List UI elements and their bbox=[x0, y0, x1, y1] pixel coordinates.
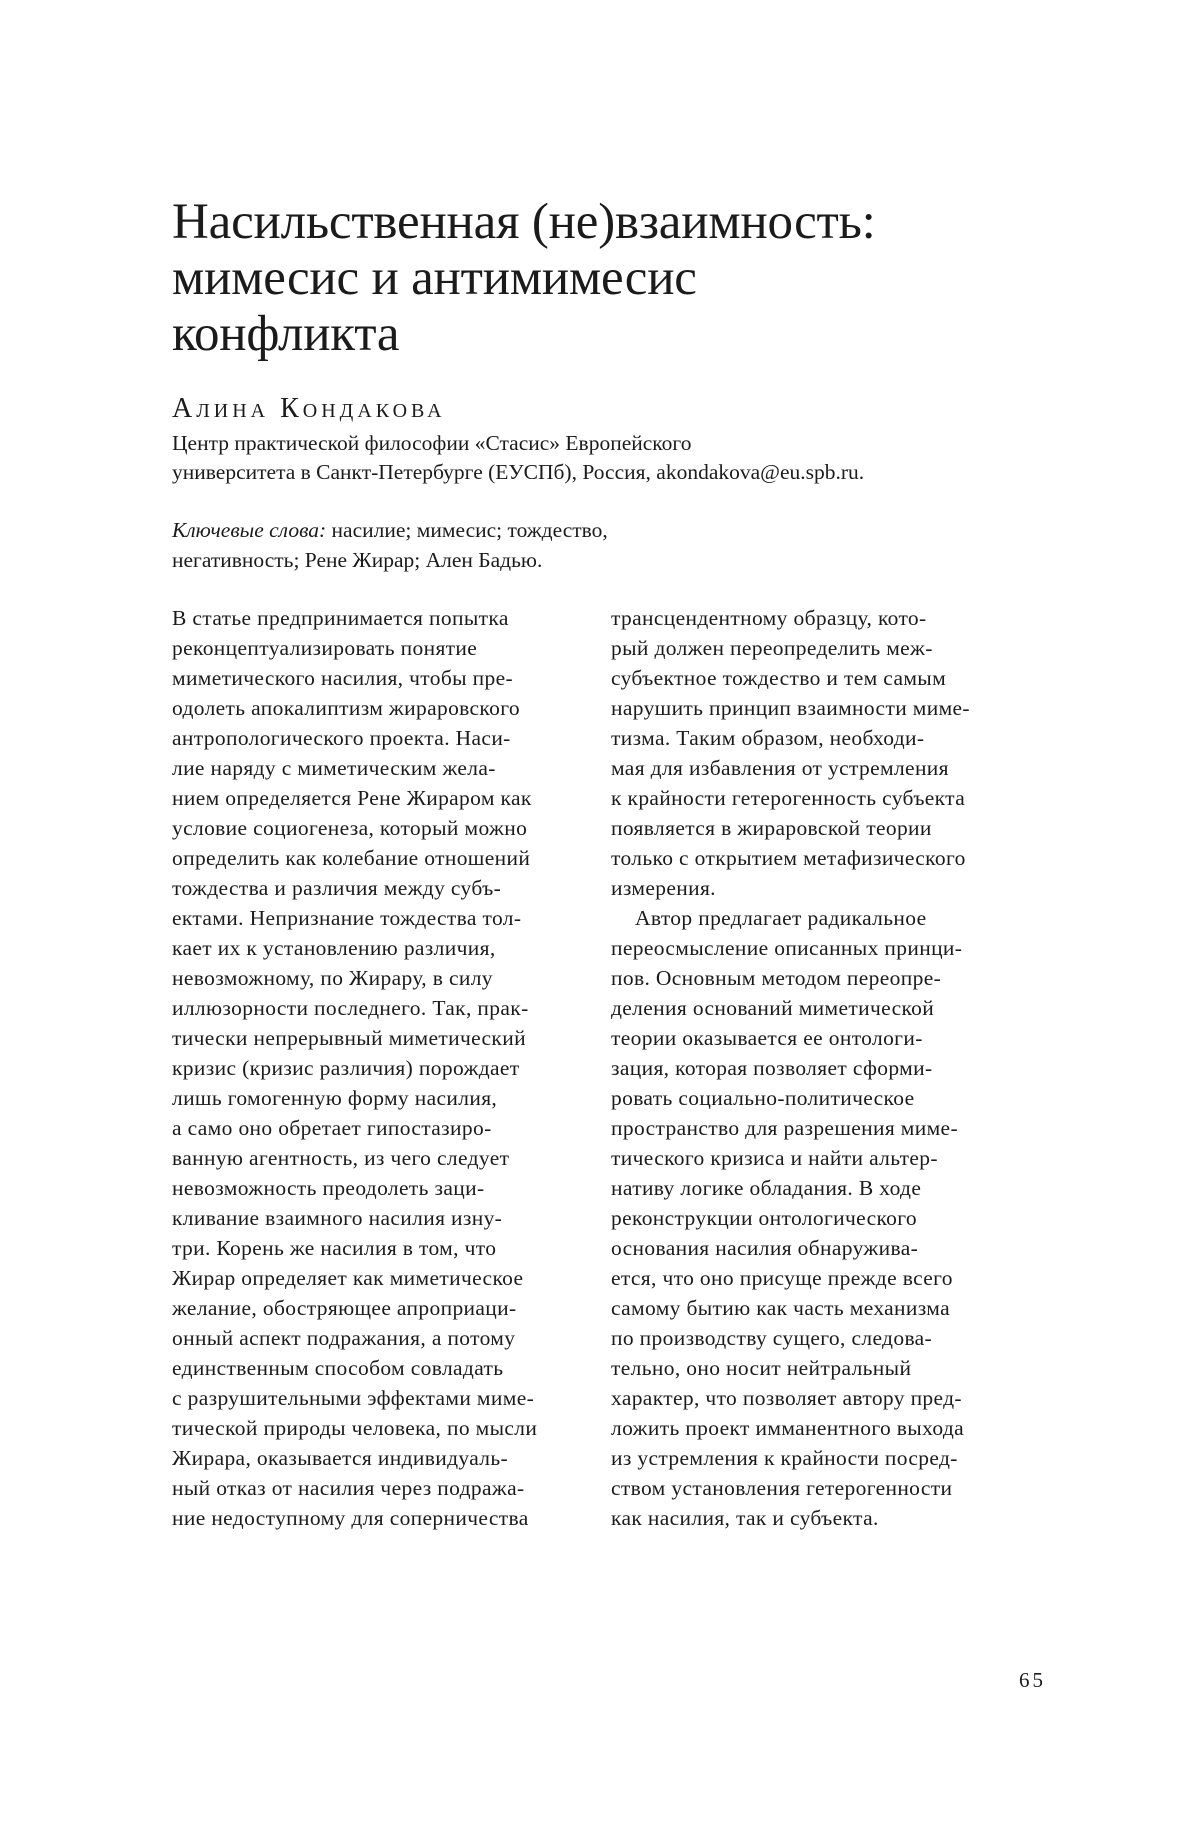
abstract-line: реконструкции онтологического bbox=[611, 1206, 918, 1230]
abstract-line: только с открытием метафизического bbox=[611, 846, 966, 870]
abstract-line: онный аспект подражания, а потому bbox=[172, 1326, 516, 1350]
abstract-line: кливание взаимного насилия изну- bbox=[172, 1206, 503, 1230]
abstract-line: кает их к установлению различия, bbox=[172, 936, 496, 960]
abstract-line: тельно, оно носит нейтральный bbox=[611, 1356, 912, 1380]
abstract-line: нативу логике обладания. В ходе bbox=[611, 1176, 922, 1200]
abstract-line: невозможность преодолеть заци- bbox=[172, 1176, 485, 1200]
abstract-line: самому бытию как часть механизма bbox=[611, 1296, 950, 1320]
abstract-line: а само оно обретает гипостазиро- bbox=[172, 1116, 492, 1140]
abstract-line: тождества и различия между субъ- bbox=[172, 876, 502, 900]
author-name: Алина Кондакова bbox=[172, 393, 446, 424]
abstract-line: желание, обостряющее апроприаци- bbox=[172, 1296, 517, 1320]
abstract-line: нарушить принцип взаимности миме- bbox=[611, 696, 970, 720]
abstract-line: по производству сущего, следова- bbox=[611, 1326, 933, 1350]
affiliation-line: Центр практической философии «Стасис» Европейского bbox=[172, 431, 692, 455]
affiliation-line: университета в Санкт-Петербурге (ЕУСПб), Россия, akondakova@eu.spb.ru. bbox=[172, 460, 865, 484]
abstract-line: В статье предпринимается попытка bbox=[172, 606, 509, 630]
abstract-line: теории оказывается ее онтологи- bbox=[611, 1026, 923, 1050]
abstract-line: единственным способом совладать bbox=[172, 1356, 504, 1380]
keywords bbox=[172, 515, 1052, 575]
abstract-line: Жирар определяет как миметическое bbox=[172, 1266, 524, 1290]
abstract-line: появляется в жираровской теории bbox=[611, 816, 932, 840]
abstract-line: ровать социально-политическое bbox=[611, 1086, 915, 1110]
abstract-line: ектами. Непризнание тождества тол- bbox=[172, 906, 522, 930]
author-affiliation bbox=[172, 429, 1052, 487]
abstract-line: тизма. Таким образом, необходи- bbox=[611, 726, 925, 750]
article-title bbox=[172, 194, 1052, 362]
abstract-line: ный отказ от насилия через подража- bbox=[172, 1476, 525, 1500]
abstract-line: антропологического проекта. Наси- bbox=[172, 726, 511, 750]
keywords-list-continued: негативность; Рене Жирар; Ален Бадью. bbox=[172, 548, 543, 572]
abstract-line: ванную агентность, из чего следует bbox=[172, 1146, 510, 1170]
abstract-line: мая для избавления от устремления bbox=[611, 756, 949, 780]
abstract-line: тически непрерывный миметический bbox=[172, 1026, 526, 1050]
abstract-line: условие социогенеза, который можно bbox=[172, 816, 528, 840]
abstract-line: кризис (кризис различия) порождает bbox=[172, 1056, 520, 1080]
abstract-line: рый должен переопределить меж- bbox=[611, 636, 933, 660]
abstract-line: Автор предлагает радикальное bbox=[635, 906, 927, 930]
abstract-line: лишь гомогенную форму насилия, bbox=[172, 1086, 498, 1110]
abstract-right-column bbox=[611, 603, 1041, 1533]
abstract-line: деления оснований миметической bbox=[611, 996, 935, 1020]
abstract-line: основания насилия обнаружива- bbox=[611, 1236, 919, 1260]
abstract-line: из устремления к крайности посред- bbox=[611, 1446, 958, 1470]
abstract-line: с разрушительными эффектами миме- bbox=[172, 1386, 535, 1410]
keywords-label: Ключевые слова: bbox=[172, 518, 327, 542]
abstract-line: переосмысление описанных принци- bbox=[611, 936, 963, 960]
abstract-line: иллюзорности последнего. Так, прак- bbox=[172, 996, 529, 1020]
title-line: мимесис и антимимесис bbox=[172, 250, 697, 306]
abstract-line: невозможному, по Жирару, в силу bbox=[172, 966, 493, 990]
abstract-line: пространство для разрешения миме- bbox=[611, 1116, 958, 1140]
abstract-line: измерения. bbox=[611, 876, 716, 900]
page-number: 65 bbox=[1019, 1668, 1046, 1692]
title-line: Насильственная (не)взаимность: bbox=[172, 194, 876, 250]
title-line: конфликта bbox=[172, 306, 400, 362]
abstract-line: лие наряду с миметическим жела- bbox=[172, 756, 496, 780]
abstract-line: субъектное тождество и тем самым bbox=[611, 666, 947, 690]
abstract-line: тической природы человека, по мысли bbox=[172, 1416, 538, 1440]
abstract-line: к крайности гетерогенность субъекта bbox=[611, 786, 966, 810]
abstract-line: определить как колебание отношений bbox=[172, 846, 531, 870]
abstract-line: одолеть апокалиптизм жираровского bbox=[172, 696, 520, 720]
abstract-line: нием определяется Рене Жираром как bbox=[172, 786, 532, 810]
abstract-line: реконцептуализировать понятие bbox=[172, 636, 478, 660]
abstract-line: характер, что позволяет автору пред- bbox=[611, 1386, 962, 1410]
abstract-line: пов. Основным методом переопре- bbox=[611, 966, 942, 990]
abstract-line: трансцендентному образцу, кото- bbox=[611, 606, 927, 630]
abstract-line: три. Корень же насилия в том, что bbox=[172, 1236, 497, 1260]
abstract-line: как насилия, так и субъекта. bbox=[611, 1506, 879, 1530]
abstract-left-column bbox=[172, 603, 592, 1533]
abstract-line: миметического насилия, чтобы пре- bbox=[172, 666, 514, 690]
abstract-line: тического кризиса и найти альтер- bbox=[611, 1146, 938, 1170]
abstract-line: ние недоступному для соперничества bbox=[172, 1506, 529, 1530]
abstract-line: Жирара, оказывается индивидуаль- bbox=[172, 1446, 509, 1470]
abstract-line: ложить проект имманентного выхода bbox=[611, 1416, 965, 1440]
abstract-line: ством установления гетерогенности bbox=[611, 1476, 953, 1500]
abstract-line: зация, которая позволяет сформи- bbox=[611, 1056, 933, 1080]
keywords-list: насилие; мимесис; тождество, bbox=[326, 518, 608, 542]
abstract-line: ется, что оно присуще прежде всего bbox=[611, 1266, 953, 1290]
